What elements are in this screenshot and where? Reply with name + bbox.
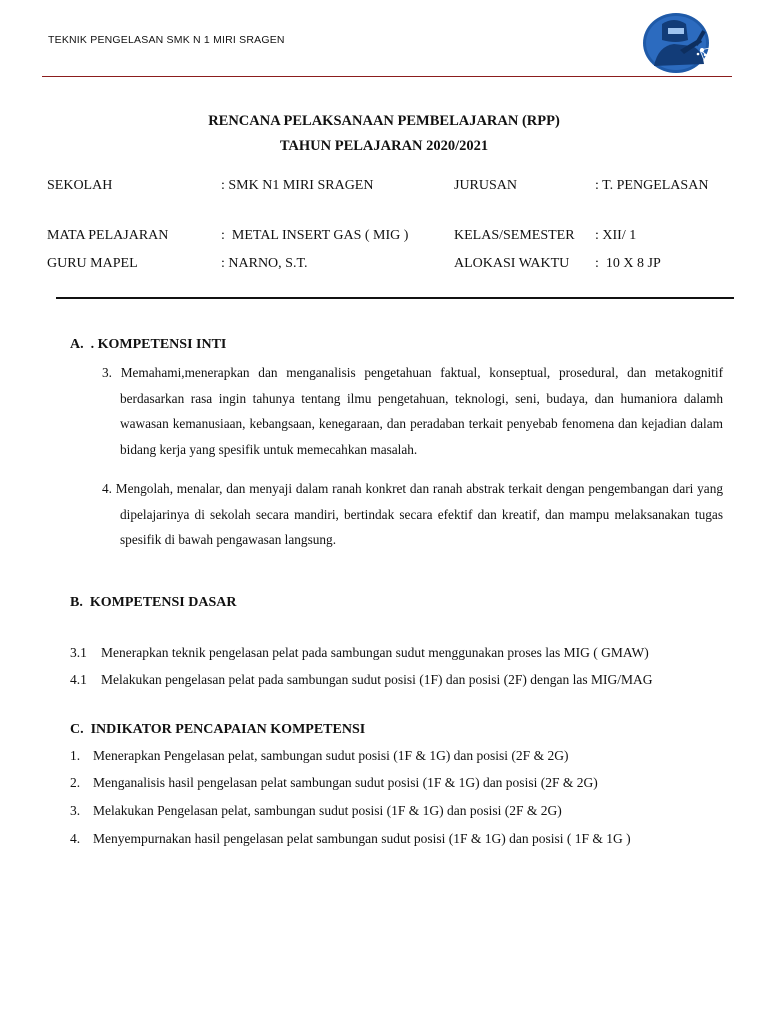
indicator-number: 2.	[70, 775, 81, 790]
ki3-paragraph: 3. Memahami,menerapkan dan menganalisis pengetahuan faktual, konseptual, prosedural, dan metakognitif berdasarkan rasa ingin tahunya tentang ilmu pengetahuan, teknologi, seni, budaya, dan humaniora dalamh wawasan kemanusiaan, kebangsaan, kenegaraan, dan peradaban terkait penyebab fenomena dan kejadian dalam bidang kerja yang spesifik untuk memecahkan masalah.	[102, 365, 723, 457]
doc-title: RENCANA PELAKSANAAN PEMBELAJARAN (RPP)	[208, 113, 560, 129]
meta-divider	[56, 297, 734, 299]
meta-sekolah-label: SEKOLAH	[47, 178, 113, 193]
meta-sekolah-value: : SMK N1 MIRI SRAGEN	[221, 178, 374, 193]
indicator-text: Melakukan Pengelasan pelat, sambungan sudut posisi (1F & 1G) dan posisi (2F & 2G)	[93, 803, 562, 818]
section-b-heading: B. KOMPETENSI DASAR	[70, 595, 237, 610]
indicator-text: Menganalisis hasil pengelasan pelat sambungan sudut posisi (1F & 1G) dan posisi (2F & 2G)	[93, 775, 598, 790]
meta-alokasi-label: ALOKASI WAKTU	[454, 256, 570, 271]
meta-jurusan-value: : T. PENGELASAN	[595, 178, 709, 193]
meta-kelas-value: : XII/ 1	[595, 228, 637, 243]
meta-guru-value: : NARNO, S.T.	[221, 256, 308, 271]
meta-jurusan-label: JURUSAN	[454, 178, 518, 193]
header-school-line: TEKNIK PENGELASAN SMK N 1 MIRI SRAGEN	[48, 34, 285, 46]
section-c-heading: C. INDIKATOR PENCAPAIAN KOMPETENSI	[70, 722, 366, 737]
kd-text: Menerapkan teknik pengelasan pelat pada sambungan sudut menggunakan proses las MIG ( GMAW)	[101, 645, 649, 660]
kd-number: 4.1	[70, 672, 87, 687]
meta-mapel-label: MATA PELAJARAN	[47, 228, 169, 243]
indicator-text: Menerapkan Pengelasan pelat, sambungan sudut posisi (1F & 1G) dan posisi (2F & 2G)	[93, 748, 569, 763]
doc-subtitle: TAHUN PELAJARAN 2020/2021	[279, 138, 489, 154]
meta-guru-label: GURU MAPEL	[47, 256, 138, 271]
kd-text: Melakukan pengelasan pelat pada sambungan sudut posisi (1F) dan posisi (2F) dengan las MIG/MAG	[101, 672, 653, 687]
indicator-number: 3.	[70, 803, 81, 818]
indicator-text: Menyempurnakan hasil pengelasan pelat sambungan sudut posisi (1F & 1G) dan posisi ( 1F & 1G )	[93, 831, 631, 846]
meta-mapel-value: : METAL INSERT GAS ( MIG )	[221, 228, 409, 243]
indicator-number: 1.	[70, 748, 81, 763]
welder-logo-icon	[640, 10, 716, 74]
ki4-paragraph: 4. Mengolah, menalar, dan menyaji dalam ranah konkret dan ranah abstrak terkait dengan pengembangan dari yang dipelajarinya di sekolah secara mandiri, bertindak secara efektif dan kreatif, dan mampu melaksanakan tugas spesifik di bawah pengawasan langsung.	[102, 481, 723, 547]
section-a-heading: A. . KOMPETENSI INTI	[70, 337, 227, 352]
kd-number: 3.1	[70, 645, 87, 660]
meta-kelas-label: KELAS/SEMESTER	[454, 228, 575, 243]
indicator-number: 4.	[70, 831, 81, 846]
header-divider	[42, 76, 732, 77]
meta-alokasi-value: : 10 X 8 JP	[595, 256, 661, 271]
